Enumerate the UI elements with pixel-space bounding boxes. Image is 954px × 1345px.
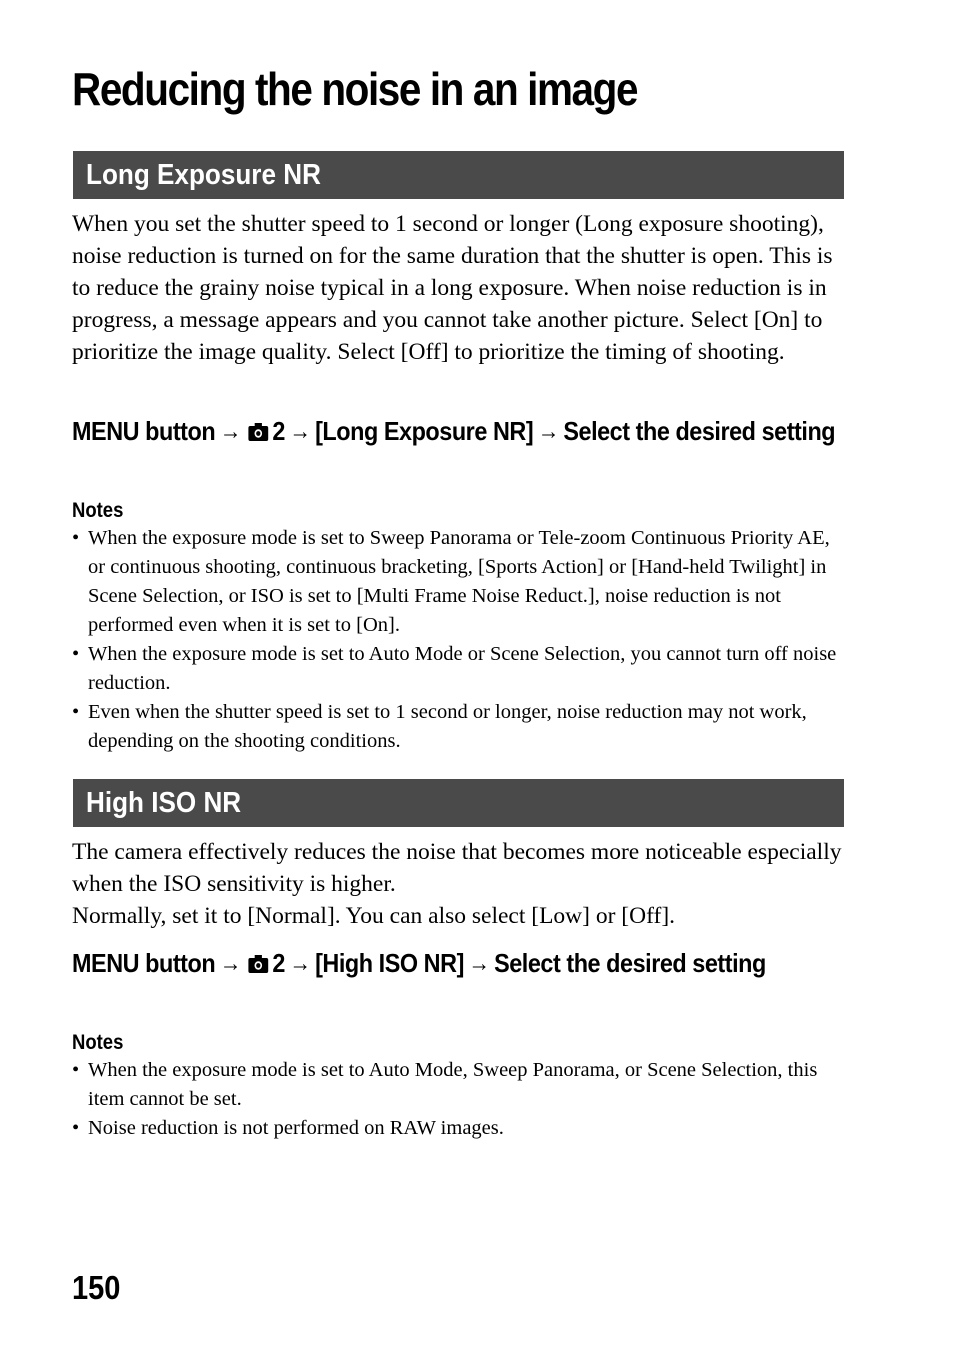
menu-item-label: [Long Exposure NR] bbox=[315, 416, 534, 446]
note-item: • Even when the shutter speed is set to 1 second or longer, noise reduction may not work, depending on the shooting conditions. bbox=[72, 698, 847, 756]
long-exposure-notes-list bbox=[72, 524, 847, 756]
high-iso-description bbox=[72, 836, 847, 932]
high-iso-description-line: Normally, set it to [Normal]. You can also select [Low] or [Off]. bbox=[72, 903, 676, 929]
high-iso-menu-path bbox=[72, 946, 852, 982]
section-heading-label: High ISO NR bbox=[86, 787, 242, 819]
menu-path-end: Select the desired setting bbox=[494, 948, 766, 978]
menu-button-label: MENU button bbox=[72, 948, 216, 978]
note-item: • When the exposure mode is set to Auto Mode or Scene Selection, you cannot turn off noise reduction. bbox=[72, 640, 847, 698]
arrow-right-icon: → bbox=[289, 418, 311, 445]
arrow-right-icon: → bbox=[468, 950, 490, 977]
note-item: • Noise reduction is not performed on RAW images. bbox=[72, 1114, 847, 1143]
high-iso-description-line: The camera effectively reduces the noise that becomes more noticeable especially when the ISO sensitivity is higher. bbox=[72, 839, 842, 897]
long-exposure-description: When you set the shutter speed to 1 second or longer (Long exposure shooting), noise reduction is turned on for the same duration that the shutter is open. This is to reduce the grainy noise typical in a long exposure. When noise reduction is in progress, a message appears and you cannot take another picture. Select [On] to prioritize the image quality. Select [Off] to prioritize the timing of shooting. bbox=[72, 211, 833, 365]
menu-tab-number: 2 bbox=[272, 416, 285, 446]
page-title: Reducing the noise in an image bbox=[72, 63, 638, 115]
long-exposure-menu-path bbox=[72, 414, 852, 450]
menu-path-end: Select the desired setting bbox=[563, 416, 836, 446]
section-heading-long-exposure-nr bbox=[73, 151, 844, 199]
menu-button-label: MENU button bbox=[72, 416, 216, 446]
arrow-right-icon: → bbox=[537, 418, 559, 445]
section-heading-label: Long Exposure NR bbox=[86, 159, 321, 191]
menu-item-label: [High ISO NR] bbox=[315, 948, 464, 978]
camera-icon bbox=[247, 422, 269, 442]
section-heading-high-iso-nr bbox=[73, 779, 844, 827]
arrow-right-icon: → bbox=[219, 418, 241, 445]
menu-tab-number: 2 bbox=[272, 948, 285, 978]
arrow-right-icon: → bbox=[219, 950, 241, 977]
note-item: • When the exposure mode is set to Auto Mode, Sweep Panorama, or Scene Selection, this item cannot be set. bbox=[72, 1056, 847, 1114]
high-iso-notes-list bbox=[72, 1056, 847, 1143]
notes-heading: Notes bbox=[72, 499, 124, 522]
camera-icon bbox=[247, 954, 269, 974]
note-item: • When the exposure mode is set to Sweep Panorama or Tele-zoom Continuous Priority AE, or continuous shooting, continuous bracketing, [Sports Action] or [Hand-held Twilight] in Scene Selection, or ISO is set to [Multi Frame Noise Reduct.], noise reduction is not performed even when it is set to [On]. bbox=[72, 524, 847, 640]
page-number: 150 bbox=[72, 1269, 121, 1306]
notes-heading: Notes bbox=[72, 1031, 124, 1054]
arrow-right-icon: → bbox=[289, 950, 311, 977]
